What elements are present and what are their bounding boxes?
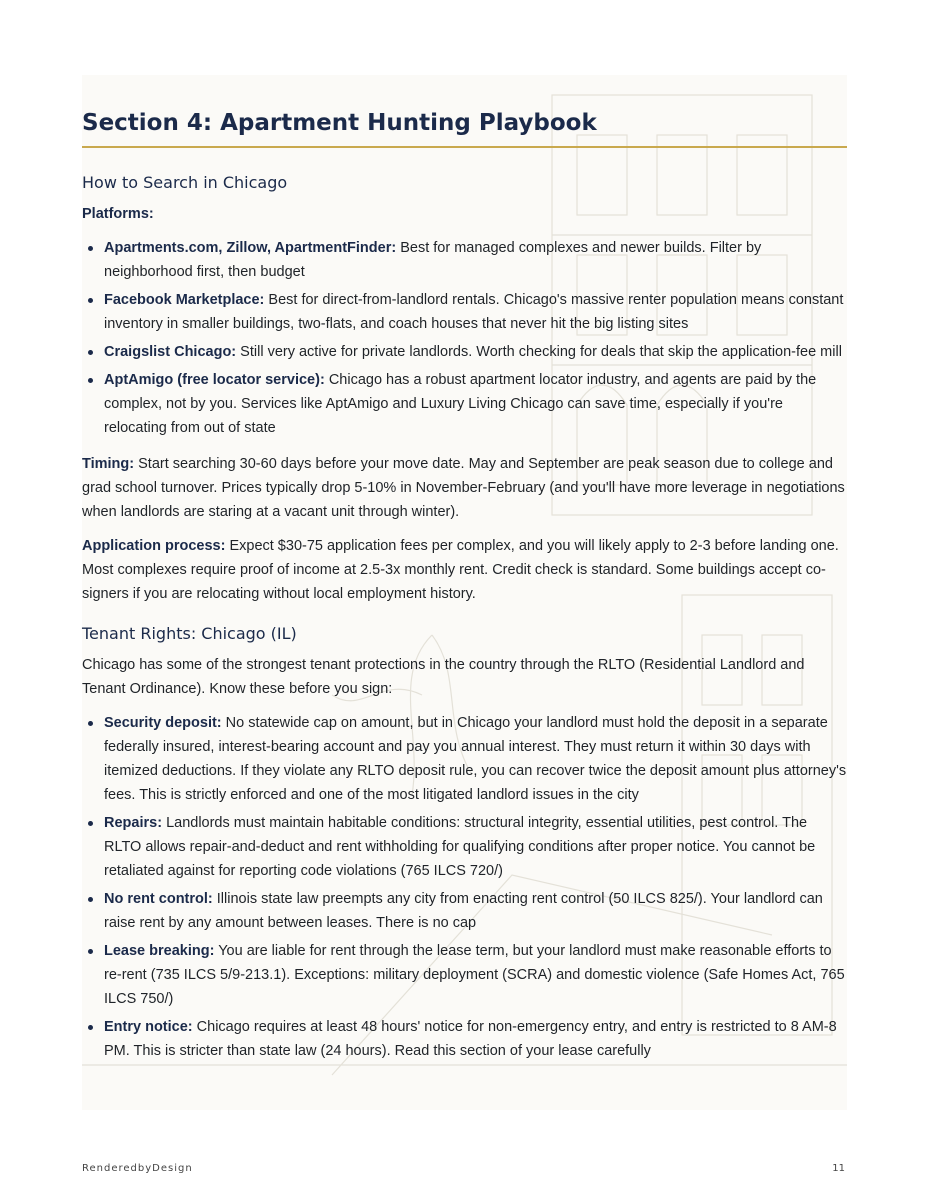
list-item: Lease breaking: You are liable for rent through the lease term, but your landlord must make reasonable efforts to re-rent (735 ILCS 5/9-213.1). Exceptions: military deployment (SCRA) and domestic violence (Safe Homes Act, 765 ILCS 750/)	[82, 939, 847, 1011]
search-heading: How to Search in Chicago	[82, 173, 288, 192]
list-item: AptAmigo (free locator service): Chicago has a robust apartment locator industry, and agents are paid by the complex, not by you. Services like AptAmigo and Luxury Living Chicago can save time, especially if you're relocating from out of state	[82, 368, 847, 440]
platforms-label: Platforms:	[82, 206, 154, 222]
application-paragraph: Application process: Expect $30-75 application fees per complex, and you will likely apply to 2-3 before landing one. Most complexes require proof of income at 2.5-3x monthly rent. Credit check is standard. Some buildings accept co-signers if you are relocating without local employment history.	[82, 538, 839, 602]
rights-intro: Chicago has some of the strongest tenant protections in the country through the RLTO (Residential Landlord and Tenant Ordinance). Know these before you sign:	[82, 657, 805, 697]
list-item: Craigslist Chicago: Still very active for private landlords. Worth checking for deals that skip the application-fee mill	[82, 340, 847, 364]
page-number: 11	[832, 1163, 845, 1174]
list-item: Apartments.com, Zillow, ApartmentFinder: Best for managed complexes and newer builds. Filter by neighborhood first, then budget	[82, 236, 847, 284]
platforms-list	[82, 236, 847, 440]
list-item: Repairs: Landlords must maintain habitable conditions: structural integrity, essential utilities, pest control. The RLTO allows repair-and-deduct and rent withholding for qualifying conditions after proper notice. You cannot be retaliated against for reporting code violations (765 ILCS 720/)	[82, 811, 847, 883]
section-title: Section 4: Apartment Hunting Playbook	[82, 110, 847, 148]
list-item: Security deposit: No statewide cap on amount, but in Chicago your landlord must hold the deposit in a separate federally insured, interest-bearing account and pay you annual interest. They must return it within 30 days with itemized deductions. If they violate any RLTO deposit rule, you can recover twice the deposit amount plus attorney's fees. This is strictly enforced and one of the most litigated landlord issues in the city	[82, 711, 847, 807]
list-item: No rent control: Illinois state law preempts any city from enacting rent control (50 ILCS 825/). Your landlord can raise rent by any amount between leases. There is no cap	[82, 887, 847, 935]
page-content	[82, 110, 847, 1075]
rights-heading: Tenant Rights: Chicago (IL)	[82, 624, 297, 643]
rights-list	[82, 711, 847, 1063]
list-item: Entry notice: Chicago requires at least 48 hours' notice for non-emergency entry, and entry is restricted to 8 AM-8 PM. This is stricter than state law (24 hours). Read this section of your lease carefully	[82, 1015, 847, 1063]
timing-paragraph: Timing: Start searching 30-60 days before your move date. May and September are peak season due to college and grad school turnover. Prices typically drop 5-10% in November-February (and you'll have more leverage in negotiations when landlords are staring at a vacant unit through winter).	[82, 456, 845, 520]
list-item: Facebook Marketplace: Best for direct-from-landlord rentals. Chicago's massive renter population means constant inventory in smaller buildings, two-flats, and coach houses that never hit the big listing sites	[82, 288, 847, 336]
footer-brand: RenderedbyDesign	[82, 1163, 193, 1174]
